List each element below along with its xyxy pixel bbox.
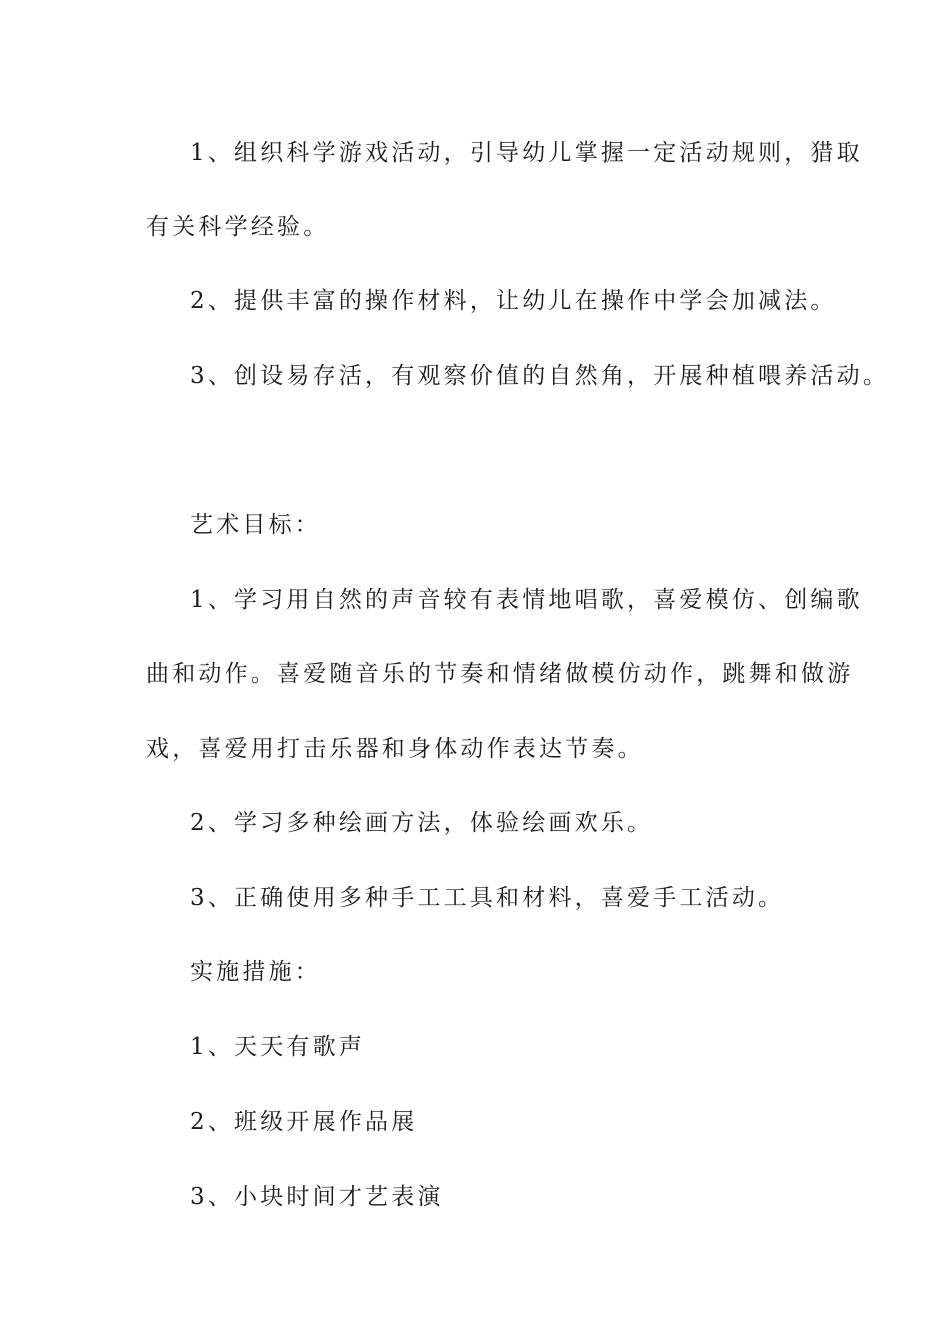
science-item-2: 2、提供丰富的操作材料，让幼儿在操作中学会加减法。 — [190, 288, 837, 314]
science-item-3: 3、创设易存活，有观察价值的自然角，开展种植喂养活动。 — [190, 363, 890, 389]
art-item-3: 3、正确使用多种手工工具和材料，喜爱手工活动。 — [190, 885, 785, 911]
science-item-1-line-1: 1、组织科学游戏活动，引导幼儿掌握一定活动规则，猎取 — [190, 140, 863, 166]
art-item-1-line-3: 戏，喜爱用打击乐器和身体动作表达节奏。 — [146, 736, 644, 762]
measure-item-3: 3、小块时间才艺表演 — [190, 1184, 444, 1210]
art-item-2: 2、学习多种绘画方法，体验绘画欢乐。 — [190, 810, 654, 836]
science-item-1-line-2: 有关科学经验。 — [146, 214, 330, 240]
art-goals-heading: 艺术目标： — [190, 512, 321, 538]
art-item-1-line-1: 1、学习用自然的声音较有表情地唱歌，喜爱模仿、创编歌 — [190, 587, 863, 613]
measure-item-2: 2、班级开展作品展 — [190, 1109, 418, 1135]
measure-item-1: 1、天天有歌声 — [190, 1034, 366, 1060]
measures-heading: 实施措施： — [190, 959, 321, 985]
art-item-1-line-2: 曲和动作。喜爱随音乐的节奏和情绪做模仿动作，跳舞和做游 — [146, 661, 854, 687]
